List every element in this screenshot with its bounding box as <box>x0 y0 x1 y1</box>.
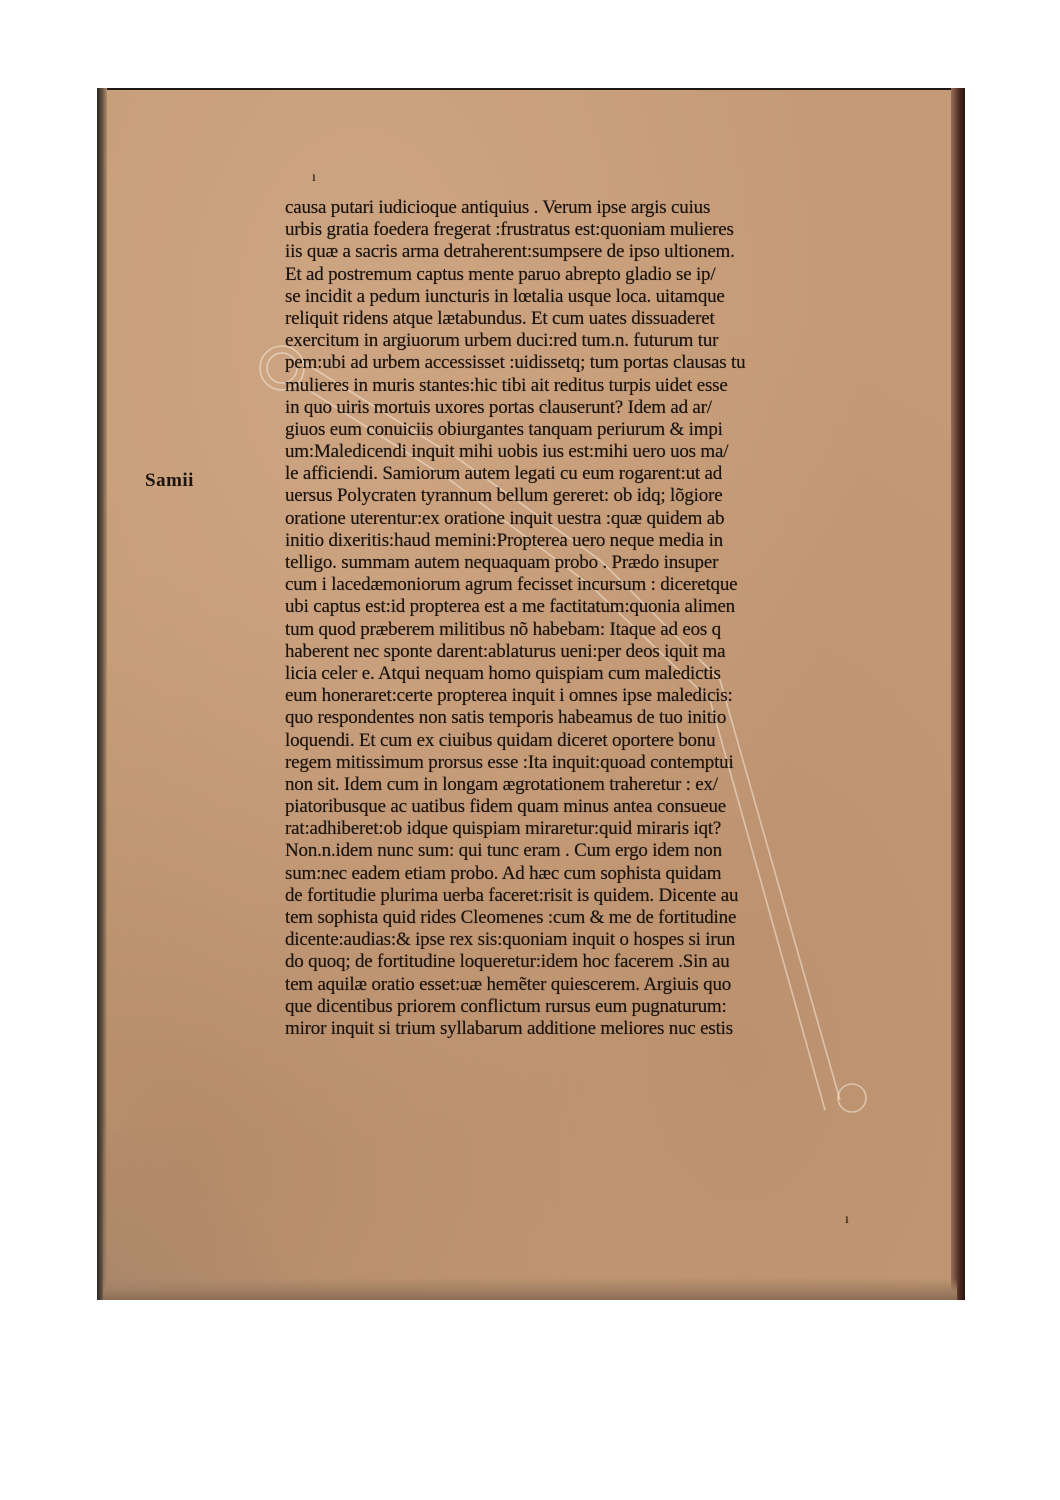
text-line: tem aquilæ oratio esset:uæ hemẽter quiescerem. Argiuis quo <box>285 973 732 995</box>
text-line: tum quod præberem militibus nõ habebam: Itaque ad eos q <box>285 618 721 640</box>
margin-note: Samii <box>145 470 194 491</box>
text-line: reliquit ridens atque lætabundus. Et cum uates dissuaderet <box>285 307 715 329</box>
text-line: tem sophista quid rides Cleomenes :cum & me de fortitudine <box>285 907 737 928</box>
text-line: loquendi. Et cum ex ciuibus quidam diceret oportere bonu <box>285 729 716 751</box>
text-line: dicente:audias:& ipse rex sis:quoniam inquit o hospes si irun <box>285 929 736 951</box>
text-line: miror inquit si trium syllabarum additione meliores nuc estis <box>285 1017 733 1039</box>
text-line: Non.n.idem nunc sum: qui tunc eram . Cum ergo idem non <box>285 840 722 862</box>
text-line: quo respondentes non satis temporis habeamus de tuo initio <box>285 707 727 729</box>
text-line: uersus Polycraten tyrannum bellum gereret: ob idq; lõgiore <box>285 485 723 507</box>
text-line: causa putari iudicioque antiquius . Verum ipse argis cuius <box>285 197 711 218</box>
text-line: pem:ubi ad urbem accessisset :uidissetq; tum portas clausas tu <box>285 352 746 374</box>
stray-mark: ı <box>312 170 316 185</box>
stray-mark: ı <box>845 1212 849 1227</box>
text-line: initio dixeritis:haud memini:Propterea uero neque media in <box>285 529 723 551</box>
text-line: urbis gratia foedera fregerat :frustratus est:quoniam mulieres <box>285 219 734 241</box>
text-line: telligo. summam autem nequaquam probo . Prædo insuper <box>285 552 719 573</box>
text-line: haberent nec sponte darent:ablaturus ueni:per deos iquit ma <box>285 640 726 662</box>
page-left-edge <box>97 88 107 1300</box>
text-line: iis quæ a sacris arma detraherent:sumpsere de ipso ultionem. <box>285 241 735 263</box>
text-line: se incidit a pedum iuncturis in lœtalia usque loca. uitamque <box>285 285 725 307</box>
text-line: piatoribusque ac uatibus fidem quam minus antea consueue <box>285 796 726 818</box>
page-corner-stain <box>103 1130 323 1290</box>
page-right-edge <box>951 88 965 1300</box>
text-line: que dicentibus priorem conflictum rursus eum pugnaturum: <box>285 995 727 1017</box>
text-line: rat:adhiberet:ob idque quispiam miraretur:quid miraris iqt? <box>285 818 722 840</box>
text-line: le afficiendi. Samiorum autem legati cu eum rogarent:ut ad <box>285 463 723 485</box>
text-line: ubi captus est:id propterea est a me factitatum:quonia alimen <box>285 596 735 618</box>
text-line: do quoq; de fortitudine loqueretur:idem hoc facerem .Sin au <box>285 951 730 973</box>
text-line: regem mitissimum prorsus esse :Ita inquit:quoad contemptui <box>285 751 734 773</box>
text-line: exercitum in argiuorum urbem duci:red tum.n. futurum tur <box>285 330 719 352</box>
text-line: mulieres in muris stantes:hic tibi ait reditus turpis uidet esse <box>285 374 728 396</box>
text-line: cum i lacedæmoniorum agrum fecisset incursum : diceretque <box>285 574 738 596</box>
text-line: sum:nec eadem etiam probo. Ad hæc cum sophista quidam <box>285 862 722 884</box>
text-line: eum honeraret:certe propterea inquit i omnes ipse maledicis: <box>285 685 733 707</box>
text-line: um:Maledicendi inquit mihi uobis ius est:mihi uero uos ma/ <box>285 441 729 463</box>
text-line: oratione uterentur:ex oratione inquit uestra :quæ quidem ab <box>285 507 725 529</box>
text-line: giuos eum conuiciis obiurgantes tanquam periurum & impi <box>285 418 723 440</box>
text-block <box>285 197 885 1040</box>
text-line: non sit. Idem cum in longam ægrotationem traheretur : ex/ <box>285 773 718 795</box>
text-line: in quo uiris mortuis uxores portas clauserunt? Idem ad ar/ <box>285 396 712 418</box>
text-line: Et ad postremum captus mente paruo abrepto gladio se ip/ <box>285 263 716 285</box>
text-line: licia celer e. Atqui nequam homo quispiam cum maledictis <box>285 662 721 684</box>
text-line: de fortitudie plurima uerba faceret:risit is quidem. Dicente au <box>285 884 739 906</box>
